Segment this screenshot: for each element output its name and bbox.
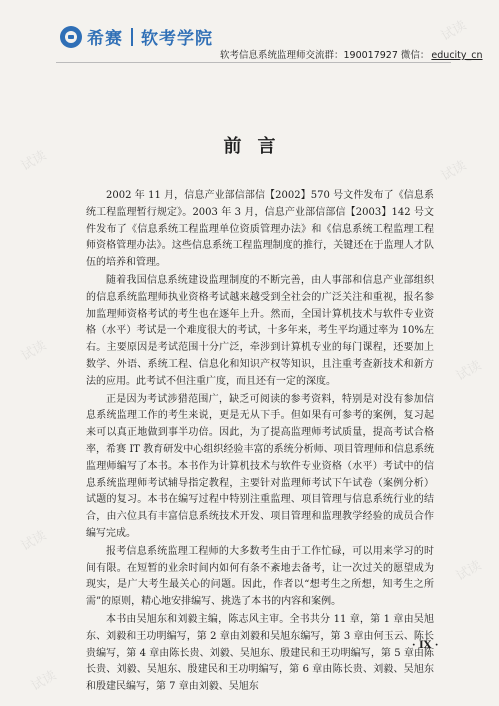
watermark: 试读 — [438, 18, 470, 45]
header-divider — [56, 62, 451, 63]
page-number: · IX · — [412, 640, 439, 651]
watermark: 试读 — [453, 358, 485, 385]
paragraph: 报考信息系统监理工程师的大多数考生由于工作忙碌，可以用来学习的时间有限。在短暂的业余时间内如何有条不紊地去备考，让一次过关的愿望成为现实，是广大考生最关心的问题。因此，作者以“想考生之所想，知考生之所需”的原则，精心地安排编写、挑选了本书的内容和案例。 — [86, 545, 434, 608]
watermark: 试读 — [438, 158, 470, 185]
logo-icon — [60, 26, 82, 48]
watermark: 试读 — [453, 558, 485, 585]
contact-info — [220, 47, 483, 61]
contact-text: 软考信息系统监理师交流群：190017927 微信： — [220, 50, 430, 61]
paragraph: 2002 年 11 月，信息产业部信部信【2002】570 号文件发布了《信息系统工程监理暂行规定》。2003 年 3 月，信息产业部信部信【2003】142 号文件发布了《信息系统工程监理单位资质管理办法》和《信息系统工程监理工程师资格管理办法》。这些信息系统工程监理制度的推行，关键还在于监理人才队伍的培养和管理。 — [86, 190, 434, 269]
paragraph: 本书由吴旭东和刘毅主编，陈志风主审。全书共分 11 章，第 1 章由吴旭东、刘毅和王功明编写，第 2 章由刘毅和吴旭东编写，第 3 章由何玉云、陈长贵编写，第 4 章由陈长贵、刘毅、吴旭东、殷建民和王功明编写，第 5 章由陈长贵、刘毅、吴旭东、殷建民和王功明编写，第 6 章由陈长贵、刘毅、吴旭东和殷建民编写，第 7 章由刘毅、吴旭东 — [86, 613, 434, 693]
watermark: 试读 — [18, 528, 50, 555]
preface-body — [86, 188, 434, 697]
paragraph: 正是因为考试涉猎范围广，缺乏可阅读的参考资料，特别是对没有参加信息系统监理工作的考生来说，更是无从下手。但如果有可参考的案例，复习起来可以真正地做到事半功倍。因此，为了提高监理师考试质量，提高考试合格率，希赛 IT 教育研发中心组织经验丰富的系统分析师、项目管理师和信息系统监理师编写了本书。本书作为计算机技术与软件专业资格（水平）考试中的信息系统监理师考试辅导指定教程，主要针对监理师考试下午试卷（案例分析）试题的复习。本书在编写过程中特别注重监理、项目管理与信息系统行业的结合，由六位具有丰富信息系统技术开发、项目管理和监理教学经验的成员合作编写完成。 — [86, 393, 434, 539]
paragraph: 随着我国信息系统建设监理制度的不断完善，由人事部和信息产业部组织的信息系统监理师执业资格考试越来越受到全社会的广泛关注和重视，报名参加监理师资格考试的考生也在逐年上升。然而，全国计算机技术与软件专业资格（水平）考试是一个难度很大的考试，十多年来，考生平均通过率为 10%左右。主要原因是考试范围十分广泛，牵涉到计算机专业的每门课程，还要加上数学、外语、系统工程、信息化和知识产权等知识，且注重考查新技术和新方法的应用。此考试不但注重广度，而且还有一定的深度。 — [86, 274, 434, 387]
brand-logo — [60, 24, 213, 49]
watermark: 试读 — [18, 148, 50, 175]
page-header — [0, 0, 499, 64]
logo-subtitle: 软考学院 — [141, 29, 213, 49]
watermark: 试读 — [28, 668, 60, 695]
wechat-id: educity_cn — [431, 50, 483, 61]
watermark: 试读 — [18, 338, 50, 365]
logo-divider — [131, 28, 133, 46]
logo-name: 希赛 — [87, 29, 123, 49]
page-title: 前言 — [223, 136, 292, 157]
